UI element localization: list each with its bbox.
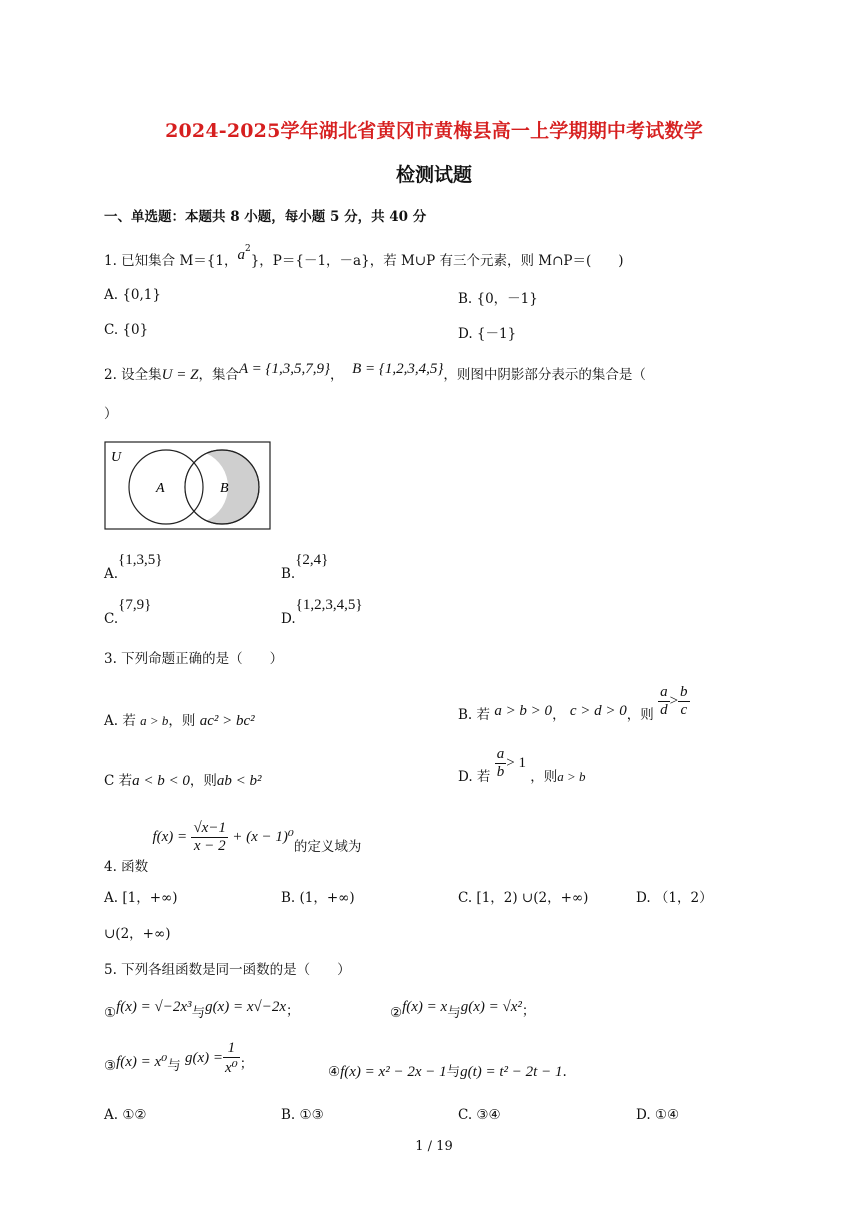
- page-title: 2024-2025学年湖北省黄冈市黄梅县高一上学期期中考试数学: [165, 120, 703, 142]
- question-3-stem: 3. 下列命题正确的是（ ）: [104, 651, 284, 667]
- question-2-option-a: A.{1,3,5}: [104, 552, 163, 582]
- question-4-option-d-cont: ∪(2，+∞): [104, 926, 171, 942]
- question-5-item-1: ①f(x) = √−2x³与g(x) = x√−2x；: [104, 999, 300, 1021]
- fraction-1-over-x0: $\frac{1}{\text{x⁰}}$: [225, 1040, 238, 1076]
- fraction-a-over-b: $\frac{a}{b}$: [496, 746, 505, 780]
- question-4-option-b: B. (1，+∞): [281, 890, 355, 906]
- question-5-item-4: ④f(x) = x² − 2x − 1与g(t) = t² − 2t − 1.: [328, 1064, 567, 1080]
- page-number: 1 / 19: [415, 1139, 453, 1154]
- question-5-item-2: ②f(x) = x与g(x) = √x²；: [390, 999, 536, 1021]
- question-1-option-b: B. {0，－1}: [458, 291, 538, 307]
- venn-label-b: B: [220, 481, 229, 496]
- question-1-option-d: D. {－1}: [458, 326, 517, 342]
- question-4-option-c: C. [1，2) ∪(2，+∞): [458, 890, 589, 906]
- question-1-stem: 1. 已知集合 M＝{1，$a^2$}，P＝{－1，－a}，若 M∪P 有三个元素，则 M∩P＝( ): [104, 244, 624, 269]
- question-5-option-d: D. ①④: [636, 1107, 680, 1123]
- question-2-option-c: C.{7,9}: [104, 597, 152, 627]
- question-2-stem: 2. 设全集U = Z，集合A = {1,3,5,7,9}， B = {1,2,3,4,5}，则图中阴影部分表示的集合是（: [104, 361, 646, 383]
- section-heading: 一、单选题：本题共 8 小题，每小题 5 分，共 40 分: [104, 209, 427, 225]
- question-3-option-a: A. 若 a > b，则 ac² > bc²: [104, 713, 255, 729]
- question-5-stem: 5. 下列各组函数是同一函数的是（ ）: [104, 962, 351, 978]
- venn-label-a: A: [156, 481, 165, 496]
- question-4-stem: 4. 函数 f(x) = $\frac{√x-1}{x - 2}$ + (x − 1)⁰的定义域为: [104, 820, 362, 875]
- question-5-option-b: B. ①③: [281, 1107, 324, 1123]
- question-4-option-d: D. （1，2）: [636, 890, 713, 906]
- question-2-option-d: D.{1,2,3,4,5}: [281, 597, 363, 627]
- question-2-stem-end: ）: [104, 406, 118, 422]
- domain-fraction: $\frac{√x-1}{x - 2}$: [193, 820, 226, 854]
- question-3-option-d: D. 若 $\frac{a}{b}$ > 1 ，则a > b: [458, 746, 586, 785]
- question-5-option-a: A. ①②: [104, 1107, 147, 1123]
- fraction-a-over-d: $\frac{a}{d}$: [660, 684, 668, 718]
- question-2-option-b: B.{2,4}: [281, 552, 329, 582]
- question-5-option-c: C. ③④: [458, 1107, 501, 1123]
- question-1-option-c: C. {0}: [104, 322, 149, 338]
- venn-diagram: [104, 441, 272, 531]
- question-3-option-b: B. 若 a > b > 0， c > d > 0，则 $\frac{a}{d}$ > $\frac{b}{c}$: [458, 684, 688, 723]
- venn-label-u: U: [111, 450, 122, 465]
- question-3-option-c: C 若a < b < 0，则ab < b²: [104, 773, 262, 789]
- fraction-b-over-c: $\frac{b}{c}$: [680, 684, 688, 718]
- question-1-option-a: A. {0,1}: [104, 287, 161, 303]
- page-subtitle: 检测试题: [395, 164, 472, 186]
- question-4-option-a: A. [1，+∞): [104, 890, 178, 906]
- question-5-item-3: ③f(x) = x⁰与 g(x) = $\frac{1}{\text{x⁰}}$ ；: [104, 1040, 254, 1076]
